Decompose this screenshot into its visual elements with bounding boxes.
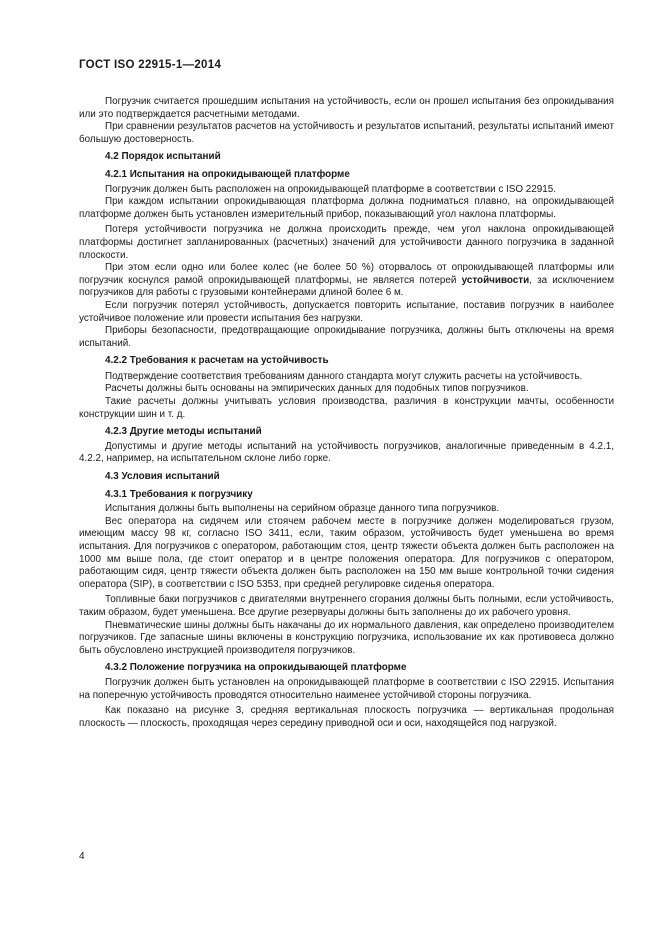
paragraph: Испытания должны быть выполнены на серийном образце данного типа погрузчиков. bbox=[105, 503, 500, 515]
paragraph: Такие расчеты должны учитывать условия производства, различия в конструкции мачты, особенности конструкции шин и т. д. bbox=[79, 396, 614, 420]
paragraph: Погрузчик считается прошедшим испытания на устойчивость, если он прошел испытания без опрокидывания или это подтверждается расчетными методами. bbox=[79, 96, 614, 120]
paragraph: Подтверждение соответствия требованиям данного стандарта могут служить расчеты на устойчивость. bbox=[105, 370, 583, 382]
paragraph: Если погрузчик потерял устойчивость, допускается повторить испытание, поставив погрузчик в наиболее устойчивое положение или провести испытания без нагрузки. bbox=[79, 299, 614, 324]
section-heading-4-2-3: 4.2.3 Другие методы испытаний bbox=[105, 426, 262, 438]
document-header: ГОСТ ISO 22915-1—2014 bbox=[79, 59, 222, 71]
document-body bbox=[79, 96, 614, 730]
section-heading-4-3-1: 4.3.1 Требования к погрузчику bbox=[105, 488, 253, 500]
section-heading-4-3: 4.3 Условия испытаний bbox=[105, 471, 220, 483]
paragraph: Погрузчик должен быть установлен на опрокидывающей платформе в соответствии с ISO 22915. Испытания на поперечную устойчивость проводятся относительно наименее устойчивой стороны погрузчика. bbox=[79, 676, 614, 701]
paragraph: При каждом испытании опрокидывающая платформа должна подниматься плавно, на опрокидывающей платформе должен быть установлен измерительный прибор, показывающий угол наклона платформы. bbox=[79, 196, 614, 220]
section-heading-4-2-2: 4.2.2 Требования к расчетам на устойчивость bbox=[105, 355, 329, 367]
page-number: 4 bbox=[79, 851, 85, 862]
paragraph bbox=[79, 262, 614, 300]
section-heading-4-2-1: 4.2.1 Испытания на опрокидывающей платформе bbox=[105, 168, 350, 180]
paragraph: Вес оператора на сидячем или стоячем рабочем месте в погрузчике должен моделироваться грузом, имеющим массу 98 кг, согласно ISO 3411, если, таким образом, устойчивость будет уменьшена во время испытания. Для погрузчиков с оператором, работающим стоя, центр тяжести объекта должен быть расположен на 1000 мм выше пола, где стоит оператор и в центре положения оператора. Для погрузчиков с оператором, работающим сидя, центр тяжести объекта должен быть расположен на 150 мм выше контрольной точки сидения оператора (SIP), в соответствии с ISO 5353, при средней регулировке сиденья оператора. bbox=[79, 515, 614, 590]
section-heading-4-2: 4.2 Порядок испытаний bbox=[105, 151, 221, 163]
paragraph-text: При этом если одно или более колес (не более 50 %) оторвалось от опрокидывающей платформы или погрузчик коснулся рамой опрокидывающей платформы, не является потерей bbox=[79, 262, 614, 286]
paragraph: При сравнении результатов расчетов на устойчивость и результатов испытаний, результаты испытаний имеют большую достоверность. bbox=[79, 121, 614, 145]
paragraph: Как показано на рисунке 3, средняя вертикальная плоскость погрузчика — вертикальная продольная плоскость — плоскость, проходящая через середину приводной оси и оси, находящейся под нагрузкой. bbox=[79, 705, 614, 729]
paragraph: Допустимы и другие методы испытаний на устойчивость погрузчиков, аналогичные приведенным в 4.2.1, 4.2.2, например, на испытательном склоне либо горке. bbox=[79, 440, 614, 465]
paragraph: Топливные баки погрузчиков с двигателями внутреннего сгорания должны быть полными, если устойчивость, таким образом, будет уменьшена. Все другие резервуары должны быть заполнены до их рабочего уровня. bbox=[79, 594, 614, 618]
paragraph: Погрузчик должен быть расположен на опрокидывающей платформе в соответствии с ISO 22915. bbox=[105, 183, 556, 195]
paragraph: Расчеты должны быть основаны на эмпирических данных для подобных типов погрузчиков. bbox=[105, 383, 529, 395]
paragraph: Приборы безопасности, предотвращающие опрокидывание погрузчика, должны быть отключены на время испытаний. bbox=[79, 325, 614, 349]
section-heading-4-3-2: 4.3.2 Положение погрузчика на опрокидывающей платформе bbox=[105, 662, 407, 674]
paragraph: Потеря устойчивости погрузчика не должна происходить прежде, чем угол наклона опрокидывающей платформы достигнет запланированных (расчетных) значений для устойчивости данного погрузчика в заданной плоскости. bbox=[79, 224, 614, 261]
paragraph: Пневматические шины должны быть накачаны до их нормального давления, как определено производителем погрузчиков. Где запасные шины включены в конструкцию погрузчика, использование их как противовеса должно быть обусловлено инструкцией производителя погрузчиков. bbox=[79, 619, 614, 656]
paragraph-text: , за исключением погрузчиков для работы с грузовыми контейнерами длиной более 6 м. bbox=[79, 274, 614, 299]
bold-term: устойчивости bbox=[461, 274, 530, 286]
